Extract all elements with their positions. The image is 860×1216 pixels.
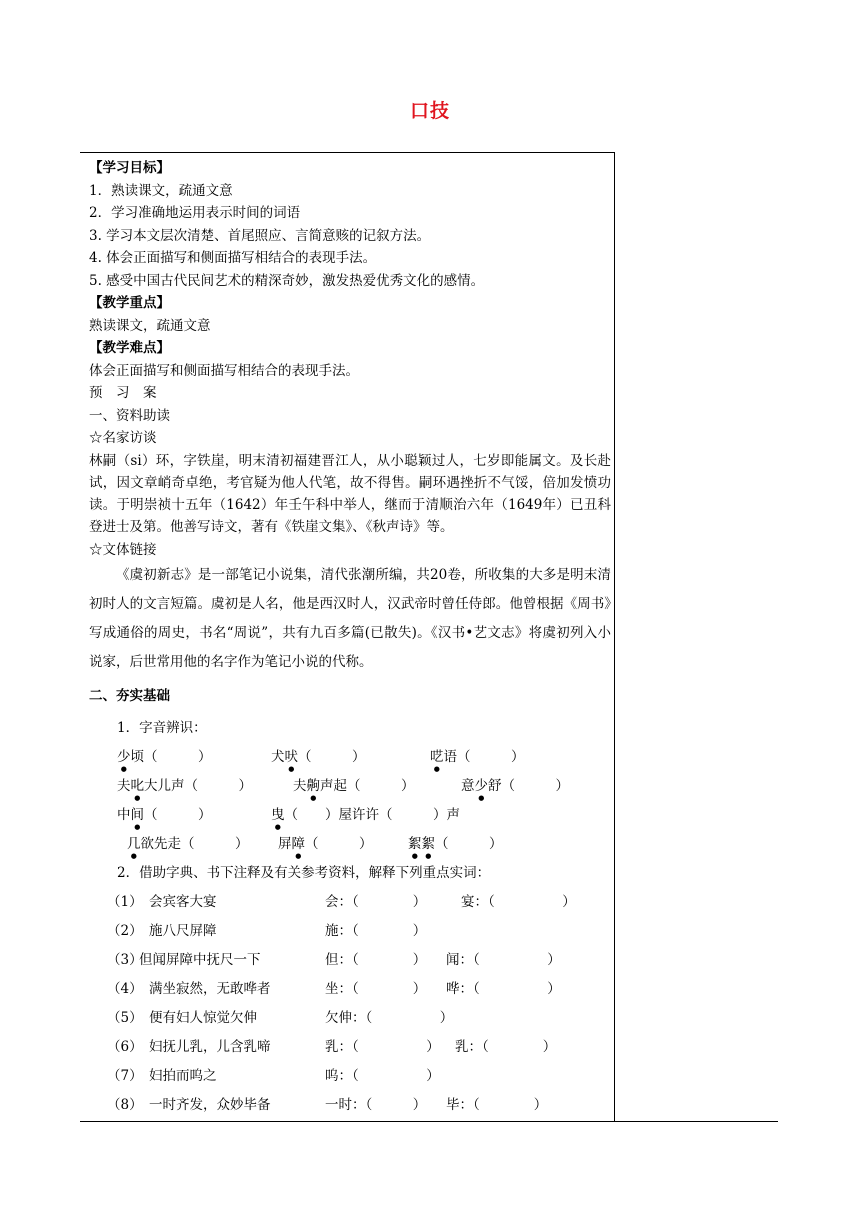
objective-item: 1．熟读课文，疏通文意 <box>89 182 233 199</box>
vocab-blank: 毕：（ ） <box>446 1097 548 1113</box>
vocab-sentence: 满坐寂然，无敢哗者 <box>149 981 271 997</box>
table-bottom-border <box>80 1121 778 1122</box>
vocab-sentence: 便有妇人惊觉欠伸 <box>149 1010 257 1026</box>
section-heading-reading: 一、资料助读 <box>89 407 170 424</box>
vocab-number: （8） <box>107 1097 143 1113</box>
worksheet-body <box>89 157 611 1120</box>
vocab-row <box>89 946 611 975</box>
vocab-number: （7） <box>107 1068 143 1084</box>
vocab-row <box>89 917 611 946</box>
vocab-number: （3） <box>107 952 143 968</box>
vocab-number: （5） <box>107 1010 143 1026</box>
table-right-border <box>614 152 615 1122</box>
genre-heading: ☆文体链接 <box>89 541 157 558</box>
genre-paragraph: 《虞初新志》是一部笔记小说集，清代张潮所编，共20卷，所收集的大多是明末清初时人的文言短篇。虞初是人名，他是西汉时人，汉武帝时曾任侍郎。他曾根据《周书》写成通俗的周史，书名“周说”，共有九百多篇(已散失)。《汉书•艺文志》将虞初列入小说家，后世常用他的名字作为笔记小说的代称。 <box>89 567 611 670</box>
q2-label: 2．借助字典、书下注释及有关参考资料，解释下列重点实词： <box>117 865 491 881</box>
pinyin-item: 夫齁声起（ ） <box>293 778 415 794</box>
pinyin-row <box>89 743 611 772</box>
objective-item: 3. 学习本文层次清楚、首尾照应、言简意赅的记叙方法。 <box>89 227 431 244</box>
question-label <box>89 859 611 888</box>
pinyin-item: 曳（ ）屋许许（ ）声 <box>271 807 460 823</box>
pinyin-row <box>89 772 611 801</box>
pinyin-item: 犬吠（ ） <box>271 749 366 765</box>
q1-label: 1．字音辨识： <box>117 720 207 736</box>
vocab-blank: 欠伸：（ ） <box>325 1010 454 1026</box>
pinyin-item: 絮絮（ ） <box>408 836 503 852</box>
pinyin-row <box>89 830 611 859</box>
vocab-blank: 呜：（ ） <box>325 1068 440 1084</box>
vocab-blank: 施：（ ） <box>325 923 427 939</box>
vocab-blank: 哗：（ ） <box>446 981 561 997</box>
vocab-sentence: 妇拍而呜之 <box>149 1068 217 1084</box>
vocab-blank: 会：（ ） <box>325 894 427 910</box>
vocab-row <box>89 1033 611 1062</box>
vocab-row <box>89 888 611 917</box>
pinyin-item: 几欲先走（ ） <box>127 836 249 852</box>
vocab-row <box>89 975 611 1004</box>
key-points-heading: 【教学重点】 <box>89 295 170 311</box>
section-heading-basics: 二、夯实基础 <box>89 688 170 704</box>
question-label <box>89 714 611 743</box>
vocab-sentence: 一时齐发，众妙毕备 <box>149 1097 271 1113</box>
pinyin-item: 呓语（ ） <box>430 749 525 765</box>
pinyin-item: 中间（ ） <box>117 807 212 823</box>
vocab-sentence: 会宾客大宴 <box>149 894 217 910</box>
vocab-number: （4） <box>107 981 143 997</box>
table-top-border <box>80 152 615 153</box>
vocab-blank: 一时：（ ） <box>325 1097 427 1113</box>
vocab-blank: 但：（ ） <box>325 952 427 968</box>
objective-item: 4. 体会正面描写和侧面描写相结合的表现手法。 <box>89 250 377 266</box>
vocab-row <box>89 1004 611 1033</box>
vocab-number: （1） <box>107 894 143 910</box>
objective-item: 2．学习准确地运用表示时间的词语 <box>89 205 301 221</box>
vocab-blank: 乳：（ ） <box>325 1039 440 1055</box>
objectives-heading: 【学习目标】 <box>89 160 170 176</box>
preview-label: 预 习 案 <box>89 385 157 401</box>
pinyin-row <box>89 801 611 830</box>
vocab-sentence: 妇抚儿乳，儿含乳啼 <box>149 1039 271 1055</box>
pinyin-item: 意少舒（ ） <box>461 778 569 794</box>
page-title: 口技 <box>409 100 450 122</box>
key-points-text: 熟读课文，疏通文意 <box>89 317 211 334</box>
difficulties-text: 体会正面描写和侧面描写相结合的表现手法。 <box>89 362 359 379</box>
pinyin-item: 少顷（ ） <box>117 749 212 765</box>
vocab-blank: 乳：（ ） <box>455 1039 557 1055</box>
vocab-blank: 闻：（ ） <box>446 952 561 968</box>
difficulties-heading: 【教学难点】 <box>89 340 170 356</box>
pinyin-item: 屏障（ ） <box>278 836 373 852</box>
vocab-sentence: 但闻屏障中抚尺一下 <box>139 952 261 968</box>
vocab-blank: 坐：（ ） <box>325 981 427 997</box>
author-heading: ☆名家访谈 <box>89 430 157 446</box>
vocab-blank: 宴：（ ） <box>461 894 576 910</box>
pinyin-item: 夫叱大儿声（ ） <box>117 778 252 794</box>
vocab-row <box>89 1091 611 1120</box>
vocab-number: （2） <box>107 923 143 939</box>
vocab-sentence: 施八尺屏障 <box>149 923 217 939</box>
vocab-number: （6） <box>107 1039 143 1055</box>
objective-item: 5. 感受中国古代民间艺术的精深奇妙，激发热爱优秀文化的感情。 <box>89 272 485 289</box>
vocab-row <box>89 1062 611 1091</box>
author-paragraph: 林嗣（si）环，字铁崖，明末清初福建晋江人，从小聪颖过人，七岁即能属文。及长赴试，因文章峭奇卓绝，考官疑为他人代笔，故不得售。嗣环遇挫折不气馁，倍加发愤功读。于明崇祯十五年（1642）年壬午科中举人，继而于清顺治六年（1649年）已丑科登进士及第。他善写诗文，著有《铁崖文集》、《秋声诗》等。 <box>89 452 611 535</box>
